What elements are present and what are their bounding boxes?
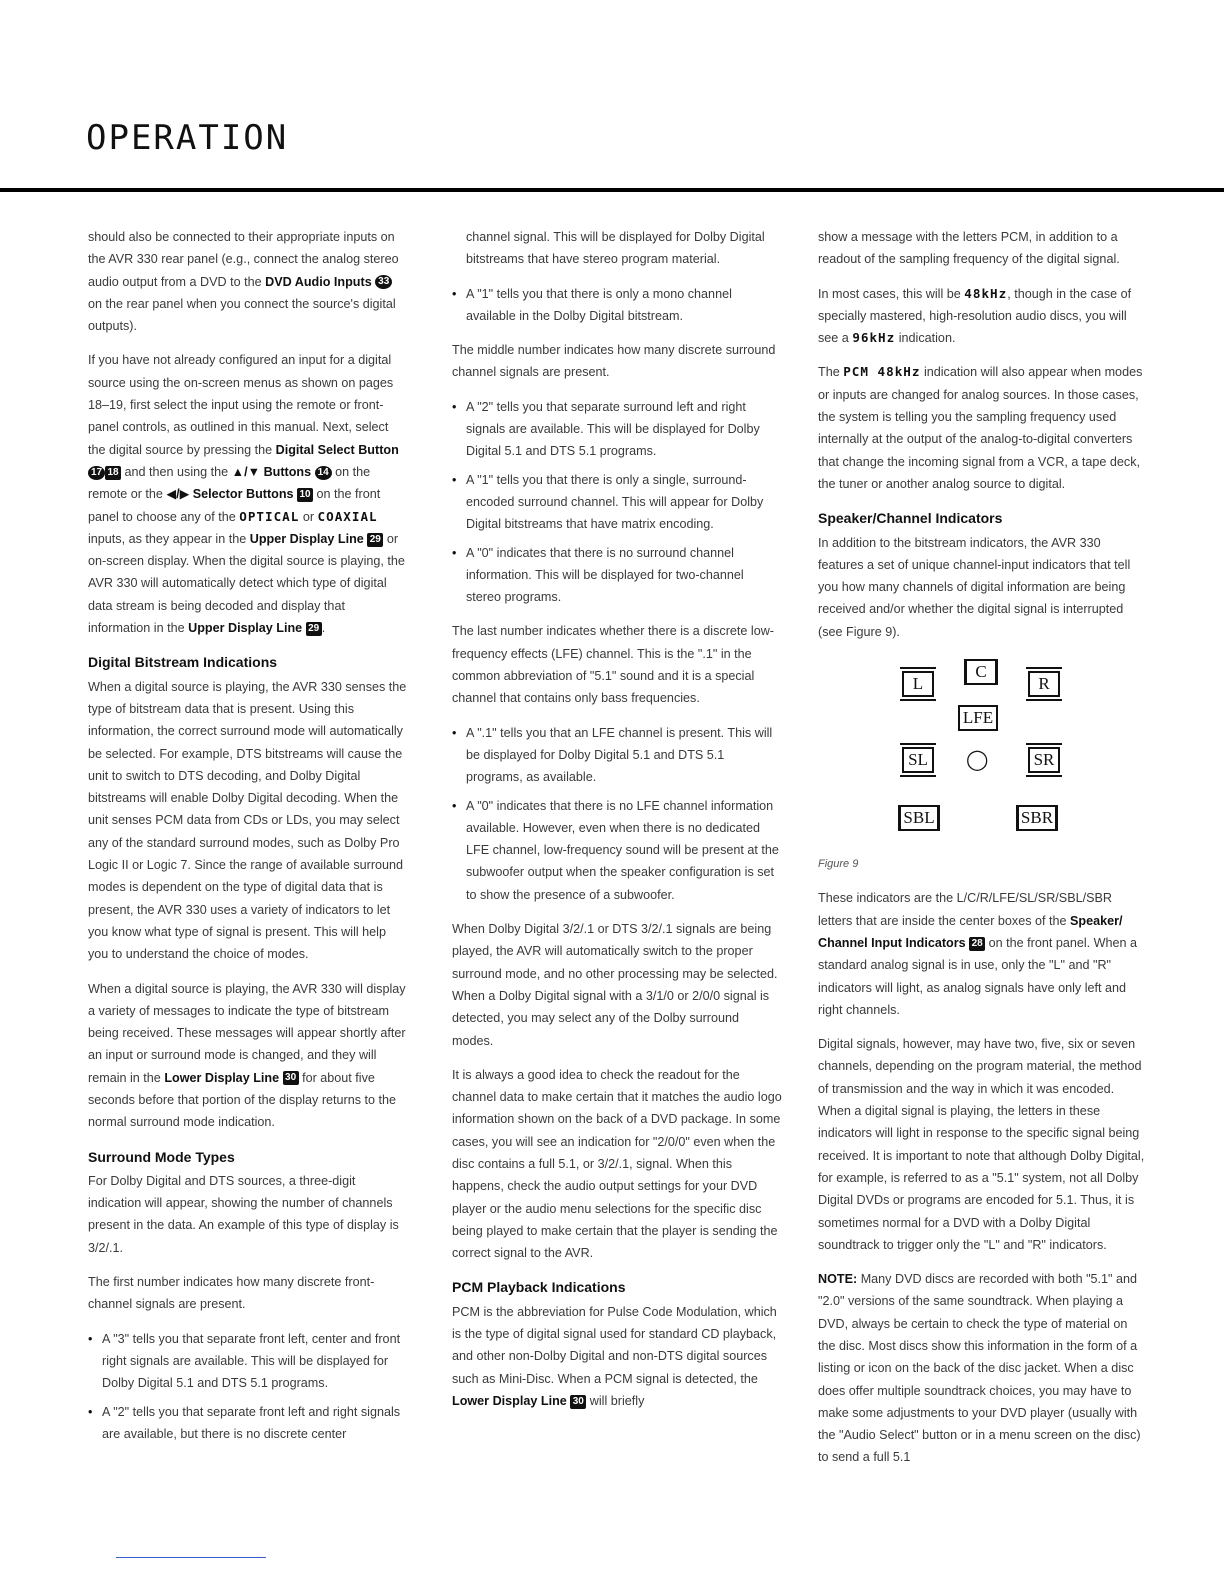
ref-lower-display-line: Lower Display Line — [164, 1070, 280, 1085]
indicator-SBR: SBR — [1016, 805, 1058, 831]
list-item: • A "1" tells you that there is only a mono channel available in the Dolby Digital bitstream. — [452, 283, 782, 328]
paragraph: The first number indicates how many discrete front-channel signals are present. — [88, 1275, 375, 1312]
bullet-list — [88, 1328, 408, 1445]
ref-selector-buttons: ◀/▶ Selector Buttons — [166, 487, 294, 502]
list-item: • A "1" tells you that there is only a single, surround-encoded surround channel. This will appear for Dolby Digital bitstreams that have matrix encoding. — [452, 469, 782, 536]
page-title: OPERATION — [86, 118, 289, 158]
column-2 — [452, 226, 782, 1424]
list-item: • A "2" tells you that separate front left and right signals are available, but there is no discrete center — [88, 1401, 408, 1446]
section-heading: Digital Bitstream Indications — [88, 654, 278, 671]
indicator-SBL: SBL — [898, 805, 940, 831]
section-heading: PCM Playback Indications — [452, 1279, 626, 1296]
indicator-R: R — [1028, 671, 1060, 697]
section-heading: Speaker/Channel Indicators — [818, 510, 1003, 527]
ref-speaker-channel-indicators: Speaker/ Channel Input Indicators — [818, 913, 1123, 950]
paragraph: should also be connected to their appropriate inputs on the AVR 330 rear panel (e.g., connect the analog stereo audio output from a DVD to the DVD Audio Inputs 33 on the rear panel when you connect the source's digital outputs). — [88, 230, 399, 334]
footer-rule — [116, 1557, 266, 1558]
display-48khz: 48kHz — [964, 285, 1008, 301]
callout-badge: 17 — [88, 466, 105, 480]
bullet-list — [452, 283, 782, 328]
callout-badge: 28 — [969, 937, 985, 951]
paragraph: Digital signals, however, may have two, five, six or seven channels, depending on the program material, the method of transmission and the way in which it was encoded. When a digital signal is playing, the letters in these indicators will light in response to the specific signal being received. It is important to note that although Dolby Digital, for example, is referred to as a "5.1" system, not all Dolby Digital DVDs or programs are encoded for 5.1. Thus, it is sometimes normal for a DVD with a Dolby Digital soundtrack to trigger only the "L" and "R" indicators. — [818, 1037, 1145, 1252]
indicator-SR: SR — [1028, 747, 1060, 773]
ref-digital-select-button: Digital Select Button — [275, 442, 399, 457]
indicator-SL: SL — [902, 747, 934, 773]
callout-badge: 10 — [297, 488, 313, 502]
speaker-channel-figure — [818, 655, 1148, 845]
paragraph: NOTE: Many DVD discs are recorded with both "5.1" and "2.0" versions of the same soundtrack. When playing a DVD, always be certain to check the type of material on the disc. Most discs show this information in the form of a listing or icon on the back of the disc jacket. When a disc does offer multiple soundtrack choices, you may have to make some adjustments to your DVD player (usually with the "Audio Select" button or in a menu screen on the disc) to send a full 5.1 — [818, 1272, 1141, 1465]
display-optical: OPTICAL — [239, 508, 300, 524]
paragraph: It is always a good idea to check the readout for the channel data to make certain that it matches the audio logo information shown on the back of a DVD package. In some cases, you will see an indication for "2/0/0" even when the disc contains a full 5.1, or 3/2/.1, signal. When this happens, check the audio output settings for your DVD player or the audio menu selections for the specific disc being played to make certain that the player is sending the correct signal to the AVR. — [452, 1067, 782, 1261]
callout-badge: 14 — [315, 466, 332, 480]
ref-dvd-audio-inputs: DVD Audio Inputs — [265, 274, 372, 289]
bullet-list — [452, 722, 782, 906]
paragraph: When a digital source is playing, the AVR 330 will display a variety of messages to indicate the type of bitstream being received. These messages will appear shortly after an input or surround mode is changed, and they will remain in the Lower Display Line 30 for about five seconds before that portion of the display returns to the normal surround mode indication. — [88, 981, 406, 1130]
indicator-L: L — [902, 671, 934, 697]
paragraph: In most cases, this will be 48kHz, though in the case of specially mastered, high-resolution audio discs, you will see a 96kHz indication. — [818, 285, 1132, 346]
column-3 — [818, 226, 1148, 1481]
ref-up-down-buttons: ▲/▼ Buttons — [231, 464, 312, 479]
figure-caption: Figure 9 — [818, 858, 859, 871]
paragraph: These indicators are the L/C/R/LFE/SL/SR/SBL/SBR letters that are inside the center boxes of the Speaker/ Channel Input Indicators 28 on the front panel. When a standard analog signal is in use, only the "L" and "R" indicators will light, as analog signals have only left and right channels. — [818, 891, 1138, 1017]
list-item: • A "3" tells you that separate front left, center and front right signals are available. This will be displayed for Dolby Digital 5.1 and DTS 5.1 programs. — [88, 1328, 408, 1395]
title-rule — [0, 188, 1224, 192]
paragraph: show a message with the letters PCM, in addition to a readout of the sampling frequency of the digital signal. — [818, 230, 1120, 267]
ref-lower-display-line: Lower Display Line — [452, 1393, 567, 1408]
list-item: • A ".1" tells you that an LFE channel is present. This will be displayed for Dolby Digital 5.1 and DTS 5.1 programs, as available. — [452, 722, 782, 789]
callout-badge: 29 — [306, 622, 322, 636]
list-item: • A "0" indicates that there is no surround channel information. This will be displayed for two-channel stereo programs. — [452, 542, 782, 609]
paragraph: For Dolby Digital and DTS sources, a three-digit indication will appear, showing the number of channels present in the data. An example of this type of display is 3/2/.1. — [88, 1173, 399, 1255]
display-pcm-48khz: PCM 48kHz — [843, 364, 921, 380]
list-item: • A "0" indicates that there is no LFE channel information available. However, even when there is no dedicated LFE channel, low-frequency sound will be present at the subwoofer output when the speaker configuration is set to show the presence of a subwoofer. — [452, 795, 782, 906]
paragraph: The middle number indicates how many discrete surround channel signals are present. — [452, 343, 776, 380]
paragraph: channel signal. This will be displayed for Dolby Digital bitstreams that have stereo program material. — [466, 230, 765, 267]
paragraph: When Dolby Digital 3/2/.1 or DTS 3/2/.1 signals are being played, the AVR will automatically switch to the proper surround mode, and no other processing may be selected. When a Dolby Digital signal with a 3/1/0 or 2/0/0 signal is detected, you may select any of the Dolby surround modes. — [452, 922, 778, 1048]
section-heading: Surround Mode Types — [88, 1148, 235, 1165]
ref-upper-display-line: Upper Display Line — [249, 531, 364, 546]
indicator-C: C — [964, 659, 998, 685]
paragraph: The PCM 48kHz indication will also appear when modes or inputs are changed for analog sources. In those cases, the system is telling you the sampling frequency used internally at the output of the analog-to-digital converters that change the incoming signal from a VCR, a tape deck, the tuner or another analog source to digital. — [818, 364, 1143, 491]
paragraph: In addition to the bitstream indicators, the AVR 330 features a set of unique channel-input indicators that tell you how many channels of digital information are being received and/or whether the digital signal is interrupted (see Figure 9). — [818, 535, 1131, 639]
paragraph: PCM is the abbreviation for Pulse Code Modulation, which is the type of digital signal used for standard CD playback, and other non-Dolby Digital and non-DTS digital sources such as Mini-Disc. When a PCM signal is detected, the Lower Display Line 30 will briefly — [452, 1304, 777, 1408]
ref-upper-display-line: Upper Display Line — [188, 621, 303, 636]
callout-badge: 18 — [105, 466, 121, 480]
paragraph: When a digital source is playing, the AVR 330 senses the type of bitstream data that is present. Using this information, the correct surround mode will automatically be selected. For example, DTS bitstreams will cause the unit to switch to DTS decoding, and Dolby Digital bitstreams will enable Dolby Digital decoding. When the unit senses PCM data from CDs or LDs, you may select any of the standard surround modes, such as Dolby Pro Logic II or Logic 7. Since the range of available surround modes is dependent on the type of digital data that is present, the AVR 330 uses a variety of indicators to let you know what type of signal is present. This will help you to understand the choice of modes. — [88, 679, 407, 962]
display-coaxial: COAXIAL — [317, 508, 378, 524]
display-96khz: 96kHz — [852, 330, 896, 346]
bullet-list — [452, 396, 782, 609]
callout-badge: 33 — [375, 275, 392, 289]
note-label: NOTE: — [818, 1272, 858, 1287]
column-1 — [88, 226, 408, 1457]
callout-badge: 29 — [367, 533, 383, 547]
callout-badge: 30 — [570, 1395, 586, 1409]
paragraph: The last number indicates whether there is a discrete low-frequency effects (LFE) channel. This is the ".1" in the common abbreviation of "5.1" sound and it is a special channel that contains only bass frequencies. — [452, 624, 774, 706]
indicator-LFE: LFE — [958, 705, 998, 731]
list-item: • A "2" tells you that separate surround left and right signals are available. This will be displayed for Dolby Digital 5.1 and DTS 5.1 programs. — [452, 396, 782, 463]
callout-badge: 30 — [283, 1071, 299, 1085]
paragraph: If you have not already configured an input for a digital source using the on-screen menus as shown on pages 18–19, first select the input using the remote or front-panel controls, as outlined in this manual. Next, select the digital source by pressing the Digital Select Button 17 18 and then using the ▲/▼ Buttons 14 on the remote or the ◀/▶ Selector Buttons 10 on the front panel to choose any of the OPTICAL or COAXIAL inputs, as they appear in the Upper Display Line 29 or on-screen display. When the digital source is playing, the AVR 330 will automatically detect which type of digital data stream is being decoded and display that information in the Upper Display Line 29 . — [88, 353, 405, 636]
listener-icon: ◯ — [966, 749, 989, 772]
